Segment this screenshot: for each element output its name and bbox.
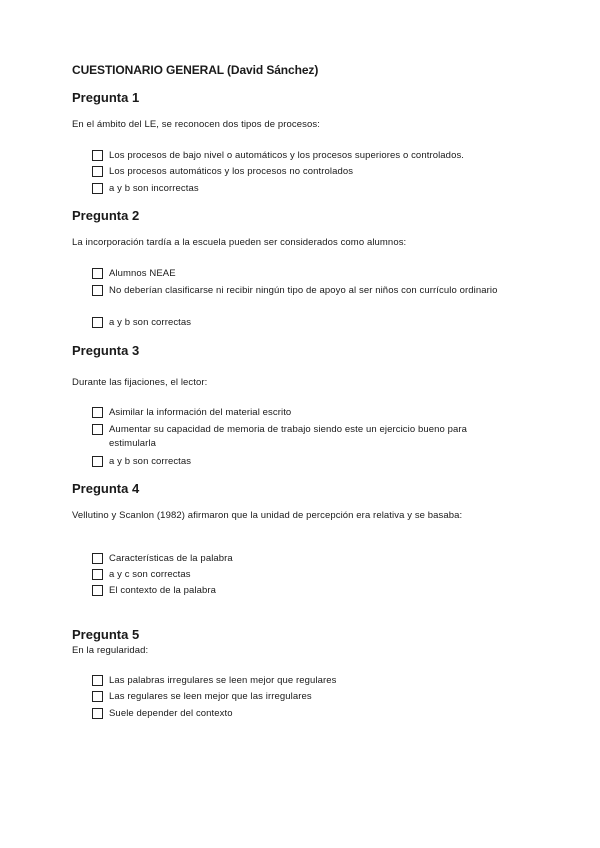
- question-4-prompt: Vellutino y Scanlon (1982) afirmaron que la unidad de percepción era relativa y se basaba:: [72, 510, 463, 521]
- option-label: Aumentar su capacidad de memoria de trabajo siendo este un ejercicio bueno para estimularla: [109, 424, 468, 449]
- checkbox[interactable]: [92, 585, 103, 596]
- option-label: Las regulares se leen mejor que las irregulares: [109, 691, 312, 702]
- checkbox[interactable]: [92, 268, 103, 279]
- option-label: Los procesos automáticos y los procesos no controlados: [109, 166, 354, 177]
- option-label: Las palabras irregulares se leen mejor que regulares: [109, 675, 337, 686]
- option-label: a y b son incorrectas: [109, 183, 199, 194]
- checkbox[interactable]: [92, 708, 103, 719]
- option-label: Alumnos NEAE: [109, 268, 176, 279]
- checkbox[interactable]: [92, 407, 103, 418]
- option-label: a y b son correctas: [109, 317, 192, 328]
- question-3-heading: Pregunta 3: [72, 343, 140, 358]
- option-label: El contexto de la palabra: [109, 585, 217, 596]
- option-label: Asimilar la información del material escrito: [109, 407, 292, 418]
- option-label: a y c son correctas: [109, 569, 191, 580]
- option-label: Suele depender del contexto: [109, 708, 233, 719]
- question-2-heading: Pregunta 2: [72, 208, 140, 223]
- question-2-prompt: La incorporación tardía a la escuela pueden ser considerados como alumnos:: [72, 237, 407, 248]
- checkbox[interactable]: [92, 424, 103, 435]
- question-5-heading: Pregunta 5: [72, 627, 140, 642]
- checkbox[interactable]: [92, 675, 103, 686]
- checkbox[interactable]: [92, 569, 103, 580]
- option-label: No deberían clasificarse ni recibir ningún tipo de apoyo al ser niños con currículo ordinario: [109, 285, 498, 296]
- document-title: CUESTIONARIO GENERAL (David Sánchez): [72, 63, 319, 77]
- checkbox[interactable]: [92, 166, 103, 177]
- checkbox[interactable]: [92, 285, 103, 296]
- option-label: Los procesos de bajo nivel o automáticos y los procesos superiores o controlados.: [109, 150, 465, 161]
- question-3-prompt: Durante las fijaciones, el lector:: [72, 377, 208, 388]
- checkbox[interactable]: [92, 553, 103, 564]
- checkbox[interactable]: [92, 183, 103, 194]
- question-4-heading: Pregunta 4: [72, 481, 140, 496]
- question-5-prompt: En la regularidad:: [72, 645, 149, 656]
- question-1-heading: Pregunta 1: [72, 90, 140, 105]
- checkbox[interactable]: [92, 691, 103, 702]
- question-1-prompt: En el ámbito del LE, se reconocen dos tipos de procesos:: [72, 119, 320, 130]
- checkbox[interactable]: [92, 150, 103, 161]
- checkbox[interactable]: [92, 317, 103, 328]
- option-label: a y b son correctas: [109, 456, 192, 467]
- option-label: Características de la palabra: [109, 553, 233, 564]
- checkbox[interactable]: [92, 456, 103, 467]
